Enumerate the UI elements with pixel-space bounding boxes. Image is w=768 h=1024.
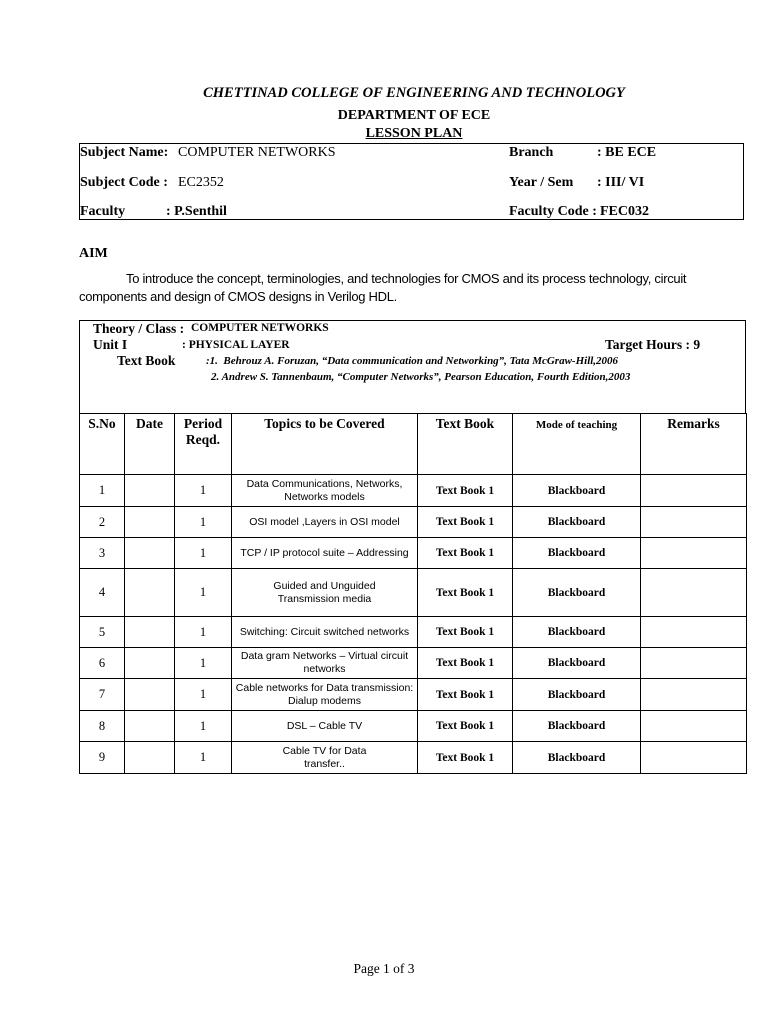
cell-sno: 7 — [80, 679, 125, 711]
cell-remarks — [641, 742, 747, 774]
cell-mode: Blackboard — [513, 475, 641, 507]
col-header-period: Period Reqd. — [175, 414, 232, 475]
target-hours: Target Hours : 9 — [605, 337, 701, 352]
cell-mode: Blackboard — [513, 569, 641, 617]
cell-textbook: Text Book 1 — [418, 569, 513, 617]
cell-textbook: Text Book 1 — [418, 475, 513, 507]
col-header-date: Date — [125, 414, 175, 475]
cell-sno: 8 — [80, 711, 125, 742]
faculty-code-value: FEC032 — [600, 204, 649, 219]
unit-value: : PHYSICAL LAYER — [182, 339, 290, 351]
table-row — [80, 617, 747, 648]
table-row — [80, 569, 747, 617]
lesson-plan-label: LESSON PLAN — [365, 126, 463, 141]
cell-remarks — [641, 617, 747, 648]
cell-sno: 9 — [80, 742, 125, 774]
cell-period: 1 — [175, 648, 232, 679]
table-header-row — [80, 414, 747, 475]
subject-name-label: Subject Name: — [80, 145, 169, 160]
department-title: DEPARTMENT OF ECE — [337, 108, 491, 123]
cell-sno: 2 — [80, 507, 125, 538]
theory-label: Theory / Class : — [93, 321, 185, 336]
cell-sno: 3 — [80, 538, 125, 569]
subject-code-label: Subject Code : — [80, 175, 168, 190]
cell-textbook: Text Book 1 — [418, 538, 513, 569]
cell-remarks — [641, 475, 747, 507]
subject-info-box — [79, 143, 744, 220]
cell-topic: Data Communications, Networks, Networks models — [232, 475, 418, 507]
subject-code-value: EC2352 — [178, 175, 224, 190]
cell-mode: Blackboard — [513, 648, 641, 679]
cell-period: 1 — [175, 742, 232, 774]
cell-remarks — [641, 538, 747, 569]
cell-remarks — [641, 679, 747, 711]
cell-date — [125, 507, 175, 538]
cell-date — [125, 538, 175, 569]
cell-remarks — [641, 507, 747, 538]
cell-textbook: Text Book 1 — [418, 711, 513, 742]
cell-topic: Guided and Unguided Transmission media — [232, 569, 418, 617]
cell-period: 1 — [175, 711, 232, 742]
textbook-1: :1. Behrouz A. Foruzan, “Data communication and Networking”, Tata McGraw-Hill,2006 — [206, 355, 619, 367]
cell-date — [125, 569, 175, 617]
cell-date — [125, 648, 175, 679]
cell-date — [125, 475, 175, 507]
cell-remarks — [641, 648, 747, 679]
year-sem-value: : III/ VI — [597, 175, 645, 190]
textbook-label: Text Book — [117, 353, 176, 368]
aim-text: To introduce the concept, terminologies, and technologies for CMOS and its process technology, circuit components and design of CMOS designs in Verilog HDL. — [79, 271, 687, 304]
cell-date — [125, 679, 175, 711]
cell-textbook: Text Book 1 — [418, 742, 513, 774]
cell-period: 1 — [175, 507, 232, 538]
unit-label: Unit I — [93, 337, 128, 352]
col-header-textbook: Text Book — [418, 414, 513, 475]
lesson-plan-title — [30, 126, 768, 142]
textbook-2: 2. Andrew S. Tannenbaum, “Computer Networks”, Pearson Education, Fourth Edition,2003 — [211, 371, 631, 383]
cell-mode: Blackboard — [513, 538, 641, 569]
faculty-code-label: Faculty Code : — [509, 204, 597, 219]
cell-topic: Cable TV for Data transfer.. — [232, 742, 418, 774]
cell-date — [125, 711, 175, 742]
cell-mode: Blackboard — [513, 507, 641, 538]
cell-date — [125, 742, 175, 774]
college-name: CHETTINAD COLLEGE OF ENGINEERING AND TECHNOLOGY — [203, 85, 625, 101]
table-row — [80, 475, 747, 507]
cell-remarks — [641, 569, 747, 617]
cell-remarks — [641, 711, 747, 742]
cell-topic: TCP / IP protocol suite – Addressing — [232, 538, 418, 569]
col-header-sno: S.No — [80, 414, 125, 475]
cell-period: 1 — [175, 569, 232, 617]
table-row — [80, 538, 747, 569]
cell-period: 1 — [175, 538, 232, 569]
lesson-plan-table — [79, 413, 747, 774]
cell-textbook: Text Book 1 — [418, 507, 513, 538]
col-header-remarks: Remarks — [641, 414, 747, 475]
cell-sno: 1 — [80, 475, 125, 507]
branch-value: : BE ECE — [597, 145, 657, 160]
year-sem-label: Year / Sem — [509, 175, 574, 190]
page-number: Page 1 of 3 — [353, 961, 415, 976]
cell-date — [125, 617, 175, 648]
cell-topic: Data gram Networks – Virtual circuit networks — [232, 648, 418, 679]
table-row — [80, 507, 747, 538]
cell-textbook: Text Book 1 — [418, 679, 513, 711]
class-info-box — [79, 320, 746, 414]
col-header-topics: Topics to be Covered — [232, 414, 418, 475]
col-header-mode: Mode of teaching — [513, 414, 641, 475]
cell-mode: Blackboard — [513, 711, 641, 742]
cell-mode: Blackboard — [513, 742, 641, 774]
cell-sno: 5 — [80, 617, 125, 648]
cell-sno: 6 — [80, 648, 125, 679]
cell-textbook: Text Book 1 — [418, 648, 513, 679]
cell-topic: Cable networks for Data transmission: Dialup modems — [232, 679, 418, 711]
cell-mode: Blackboard — [513, 679, 641, 711]
aim-heading: AIM — [79, 246, 108, 261]
faculty-value: : P.Senthil — [166, 204, 227, 219]
branch-label: Branch — [509, 145, 554, 160]
cell-mode: Blackboard — [513, 617, 641, 648]
theory-value: COMPUTER NETWORKS — [191, 322, 329, 334]
table-row — [80, 679, 747, 711]
cell-topic: OSI model ,Layers in OSI model — [232, 507, 418, 538]
cell-period: 1 — [175, 617, 232, 648]
table-row — [80, 648, 747, 679]
cell-period: 1 — [175, 475, 232, 507]
cell-period: 1 — [175, 679, 232, 711]
cell-textbook: Text Book 1 — [418, 617, 513, 648]
cell-topic: Switching: Circuit switched networks — [232, 617, 418, 648]
cell-sno: 4 — [80, 569, 125, 617]
cell-topic: DSL – Cable TV — [232, 711, 418, 742]
subject-name-value: COMPUTER NETWORKS — [178, 145, 336, 160]
table-row — [80, 742, 747, 774]
table-row — [80, 711, 747, 742]
faculty-label: Faculty — [80, 204, 126, 219]
